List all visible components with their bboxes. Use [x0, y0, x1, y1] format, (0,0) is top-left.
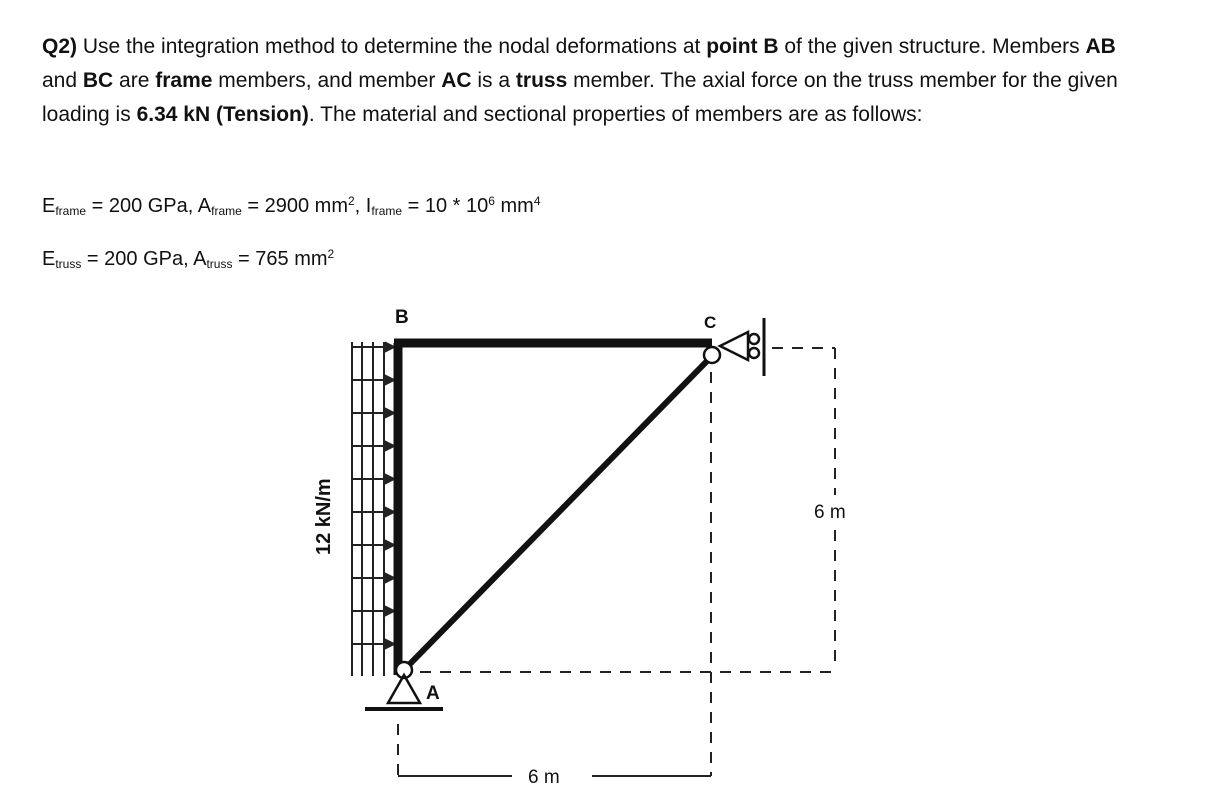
question-segment: members, and member: [212, 69, 442, 92]
i-symbol: I: [365, 195, 372, 217]
a-subscript: truss: [206, 257, 233, 271]
a-value: = 765 mm: [232, 248, 328, 270]
question-segment: are: [113, 69, 156, 92]
load-label: 12 kN/m: [313, 478, 335, 555]
member-ac-emphasis: AC: [441, 69, 472, 92]
roller-support-c: [720, 318, 764, 376]
e-value: = 200 GPa,: [86, 195, 198, 217]
label-c: C: [704, 313, 717, 332]
i-power: 6: [488, 194, 495, 208]
e-symbol: E: [42, 195, 56, 217]
member-ab-emphasis: AB: [1085, 35, 1116, 58]
dim-horizontal-label: 6 m: [528, 767, 560, 788]
a-exponent: 2: [347, 194, 355, 208]
dim-vertical-label: 6 m: [814, 502, 846, 523]
i-exponent: 4: [533, 194, 541, 208]
load-vertical-bars: [362, 342, 384, 676]
axial-force-emphasis: 6.34 kN (Tension): [136, 103, 309, 126]
e-symbol: E: [42, 248, 56, 270]
question-segment: . The material and sectional properties of members are as follows:: [308, 103, 923, 126]
member-ac: [404, 358, 710, 670]
a-subscript: frame: [211, 204, 242, 218]
e-value: = 200 GPa,: [81, 248, 194, 270]
question-number: Q2): [42, 35, 78, 58]
a-symbol: A: [193, 248, 207, 270]
a-value: = 2900 mm: [241, 195, 348, 217]
separator: ,: [354, 195, 366, 217]
distributed-load: [352, 342, 394, 676]
question-segment: member. The axial force on the truss member for the given loading is: [42, 69, 1118, 126]
a-symbol: A: [197, 195, 212, 217]
label-b: B: [395, 307, 409, 328]
question-segment: and: [42, 69, 83, 92]
a-exponent: 2: [327, 247, 335, 261]
question-segment: is a: [471, 69, 516, 92]
e-subscript: frame: [55, 204, 87, 218]
truss-emphasis: truss: [515, 69, 568, 92]
label-a: A: [426, 683, 440, 704]
question-segment: of the given structure. Members: [778, 35, 1086, 58]
i-subscript: frame: [371, 204, 403, 218]
i-value: = 10 * 10: [402, 195, 489, 217]
e-subscript: truss: [55, 257, 82, 271]
dimension-lines: [398, 348, 835, 776]
member-bc-emphasis: BC: [82, 69, 114, 92]
question-segment: Use the integration method to determine the nodal deformations at: [77, 35, 707, 58]
hinge-c: [704, 347, 720, 363]
point-b-emphasis: point B: [706, 35, 779, 58]
i-unit: mm: [494, 195, 534, 217]
frame-emphasis: frame: [155, 69, 213, 92]
